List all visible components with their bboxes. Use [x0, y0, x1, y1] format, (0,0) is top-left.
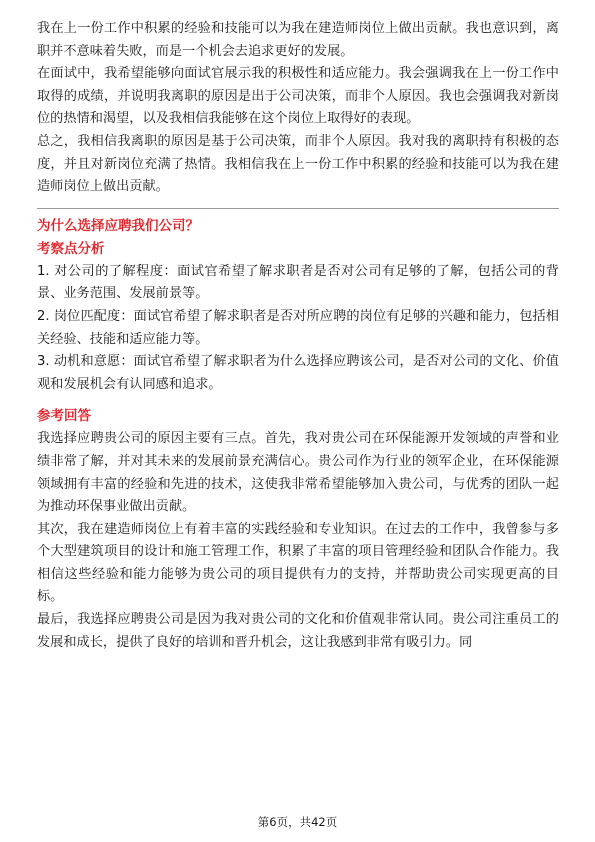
question-title: 为什么选择应聘我们公司？ — [37, 217, 199, 234]
section-divider — [37, 208, 559, 209]
intro-paragraph: 我在上一份工作中积累的经验和技能可以为我在建造师岗位上做出贡献。我也意识到，离职并不意味着失败，而是一个机会去追求更好的发展。 — [37, 21, 559, 59]
page-number: 第6页，共42页 — [257, 815, 338, 829]
analysis-item: 3. 动机和意愿：面试官希望了解求职者为什么选择应聘该公司，是否对公司的文化、价值观和发展机会有认同感和追求。 — [37, 354, 559, 392]
analysis-item: 2. 岗位匹配度：面试官希望了解求职者是否对所应聘的岗位有足够的兴趣和能力，包括相关经验、技能和适应能力等。 — [37, 308, 559, 347]
analysis-item: 1. 对公司的了解程度：面试官希望了解求职者是否对公司有足够的了解，包括公司的背景、业务范围、发展前景等。 — [37, 263, 559, 302]
answer-paragraph: 其次，我在建造师岗位上有着丰富的实践经验和专业知识。在过去的工作中，我曾参与多个大型建筑项目的设计和施工管理工作，积累了丰富的项目管理经验和团队合作能力。我相信这些经验和能力能够为贵公司的项目提供有力的支持，并帮助贵公司实现更高的目标。 — [37, 521, 559, 605]
intro-paragraph: 总之，我相信我离职的原因是基于公司决策，而非个人原因。我对我的离职持有积极的态度，并且对新岗位充满了热情。我相信我在上一份工作中积累的经验和技能可以为我在建造师岗位上做出贡献。 — [37, 133, 559, 195]
answer-heading: 参考回答 — [37, 408, 91, 425]
analysis-heading: 考察点分析 — [37, 240, 105, 257]
intro-paragraph: 在面试中，我希望能够向面试官展示我的积极性和适应能力。我会强调我在上一份工作中取得的成绩，并说明我离职的原因是出于公司决策，而非个人原因。我也会强调我对新岗位的热情和渴望，以及我相信我能够在这个岗位上取得好的表现。 — [37, 66, 559, 127]
document-page — [37, 18, 559, 654]
answer-paragraph: 最后，我选择应聘贵公司是因为我对贵公司的文化和价值观非常认同。贵公司注重员工的发展和成长，提供了良好的培训和晋升机会，这让我感到非常有吸引力。同 — [37, 612, 559, 650]
answer-paragraph: 我选择应聘贵公司的原因主要有三点。首先，我对贵公司在环保能源开发领域的声誉和业绩非常了解，并对其未来的发展前景充满信心。贵公司作为行业的领军企业，在环保能源领域拥有丰富的经验和先进的技术，这使我非常希望能够加入贵公司，与优秀的团队一起为推动环保事业做出贡献。 — [37, 431, 559, 515]
